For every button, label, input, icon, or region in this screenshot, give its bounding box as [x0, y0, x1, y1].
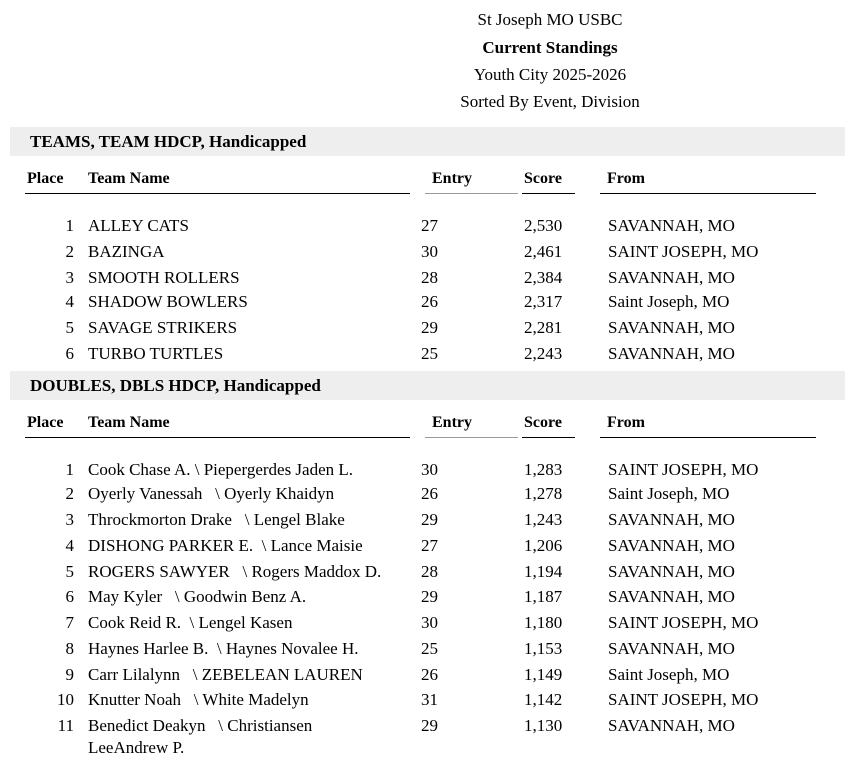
place-cell: 2 [65, 242, 74, 261]
team-name-cell: May Kyler \ Goodwin Benz A. [88, 587, 307, 606]
place-cell: 8 [65, 639, 74, 658]
header-rule [600, 193, 816, 194]
from-cell: SAINT JOSEPH, MO [608, 613, 759, 632]
from-cell: Saint Joseph, MO [608, 292, 730, 311]
place-cell: 10 [57, 690, 74, 709]
team-name-cell: Oyerly Vanessah \ Oyerly Khaidyn [88, 484, 335, 503]
team-name-cell: ALLEY CATS [88, 216, 189, 235]
from-cell: SAVANNAH, MO [608, 716, 735, 735]
from-cell: SAVANNAH, MO [608, 587, 735, 606]
score-cell: 1,180 [524, 613, 563, 632]
score-cell: 1,130 [524, 716, 563, 735]
team-name-cell: ROGERS SAWYER \ Rogers Maddox D. [88, 562, 382, 581]
column-team-name: Team Name [88, 170, 170, 187]
team-name-cell: SHADOW BOWLERS [88, 292, 248, 311]
place-cell: 4 [65, 536, 74, 555]
team-name-cell: Haynes Harlee B. \ Haynes Novalee H. [88, 639, 359, 658]
score-cell: 1,283 [524, 460, 563, 479]
score-cell: 2,461 [524, 242, 563, 261]
team-name-cell-continued: LeeAndrew P. [88, 738, 185, 757]
place-cell: 7 [65, 613, 74, 632]
score-cell: 1,206 [524, 536, 563, 555]
team-name-cell: BAZINGA [88, 242, 165, 261]
header-rule [25, 193, 410, 194]
score-cell: 1,278 [524, 484, 563, 503]
team-name-cell: Carr Lilalynn \ ZEBELEAN LAUREN [88, 665, 363, 684]
from-cell: SAVANNAH, MO [608, 639, 735, 658]
score-cell: 1,149 [524, 665, 563, 684]
entry-cell: 29 [421, 510, 438, 529]
column-entry: Entry [432, 414, 472, 431]
from-cell: Saint Joseph, MO [608, 484, 730, 503]
entry-cell: 27 [421, 216, 438, 235]
report-association: St Joseph MO USBC [477, 10, 623, 29]
report-title: Current Standings [482, 38, 618, 57]
team-name-cell: SMOOTH ROLLERS [88, 268, 240, 287]
column-place: Place [27, 414, 64, 431]
score-cell: 1,187 [524, 587, 563, 606]
from-cell: SAVANNAH, MO [608, 510, 735, 529]
header-rule [522, 193, 575, 194]
entry-cell: 25 [421, 344, 438, 363]
from-cell: SAVANNAH, MO [608, 536, 735, 555]
place-cell: 4 [65, 292, 74, 311]
entry-cell: 29 [421, 716, 438, 735]
team-name-cell: Throckmorton Drake \ Lengel Blake [88, 510, 345, 529]
from-cell: Saint Joseph, MO [608, 665, 730, 684]
place-cell: 5 [65, 562, 74, 581]
report-league: Youth City 2025-2026 [473, 65, 627, 84]
entry-cell: 25 [421, 639, 438, 658]
score-cell: 2,530 [524, 216, 563, 235]
team-name-cell: DISHONG PARKER E. \ Lance Maisie [88, 536, 363, 555]
score-cell: 1,243 [524, 510, 563, 529]
team-name-cell: Cook Chase A. \ Piepergerdes Jaden L. [88, 460, 354, 479]
place-cell: 9 [65, 665, 74, 684]
entry-cell: 28 [421, 562, 438, 581]
score-cell: 2,384 [524, 268, 563, 287]
section-doubles-title: DOUBLES, DBLS HDCP, Handicapped [10, 371, 845, 400]
entry-cell: 30 [421, 460, 438, 479]
entry-cell: 28 [421, 268, 438, 287]
column-entry: Entry [432, 170, 472, 187]
header-rule [25, 437, 410, 438]
entry-cell: 26 [421, 484, 438, 503]
score-cell: 2,243 [524, 344, 563, 363]
place-cell: 1 [65, 216, 74, 235]
report-sort: Sorted By Event, Division [460, 92, 640, 111]
column-score: Score [524, 414, 562, 431]
place-cell: 6 [65, 344, 74, 363]
place-cell: 5 [65, 318, 74, 337]
entry-cell: 29 [421, 318, 438, 337]
entry-cell: 30 [421, 242, 438, 261]
header-rule [600, 437, 816, 438]
place-cell: 3 [65, 268, 74, 287]
score-cell: 2,281 [524, 318, 563, 337]
score-cell: 2,317 [524, 292, 563, 311]
from-cell: SAVANNAH, MO [608, 216, 735, 235]
entry-cell: 30 [421, 613, 438, 632]
from-cell: SAINT JOSEPH, MO [608, 460, 759, 479]
score-cell: 1,153 [524, 639, 563, 658]
from-cell: SAVANNAH, MO [608, 344, 735, 363]
place-cell: 2 [65, 484, 74, 503]
from-cell: SAINT JOSEPH, MO [608, 690, 759, 709]
column-from: From [607, 414, 645, 431]
team-name-cell: TURBO TURTLES [88, 344, 224, 363]
column-team-name: Team Name [88, 414, 170, 431]
column-score: Score [524, 170, 562, 187]
place-cell: 6 [65, 587, 74, 606]
place-cell: 3 [65, 510, 74, 529]
from-cell: SAVANNAH, MO [608, 268, 735, 287]
from-cell: SAVANNAH, MO [608, 562, 735, 581]
entry-cell: 26 [421, 665, 438, 684]
team-name-cell: SAVAGE STRIKERS [88, 318, 238, 337]
team-name-cell: Cook Reid R. \ Lengel Kasen [88, 613, 293, 632]
team-name-cell: Knutter Noah \ White Madelyn [88, 690, 309, 709]
place-cell: 11 [57, 716, 74, 735]
entry-cell: 31 [421, 690, 438, 709]
column-from: From [607, 170, 645, 187]
team-name-cell: Benedict Deakyn \ Christiansen [88, 716, 313, 735]
header-rule [425, 437, 518, 438]
header-rule [522, 437, 575, 438]
from-cell: SAVANNAH, MO [608, 318, 735, 337]
entry-cell: 26 [421, 292, 438, 311]
place-cell: 1 [65, 460, 74, 479]
column-place: Place [27, 170, 64, 187]
entry-cell: 29 [421, 587, 438, 606]
header-rule [425, 193, 518, 194]
score-cell: 1,194 [524, 562, 563, 581]
entry-cell: 27 [421, 536, 438, 555]
from-cell: SAINT JOSEPH, MO [608, 242, 759, 261]
section-teams-title: TEAMS, TEAM HDCP, Handicapped [10, 127, 845, 156]
score-cell: 1,142 [524, 690, 563, 709]
